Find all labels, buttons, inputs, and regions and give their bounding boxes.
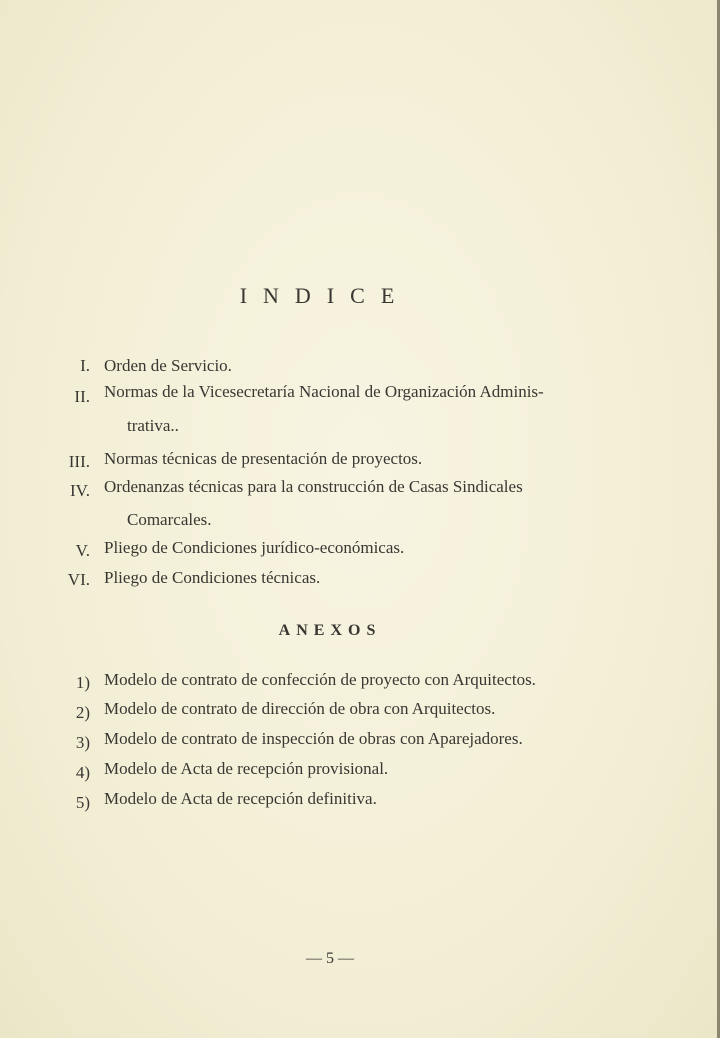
index-item-2-continuation: trativa.. — [127, 416, 179, 435]
annex-number-2: 2) — [75, 703, 90, 722]
index-item-4-continuation: Comarcales. — [127, 510, 212, 529]
annex-item-3: Modelo de contrato de inspección de obras con Aparejadores. — [104, 729, 523, 748]
index-number-1: I. — [80, 356, 90, 375]
annex-number-1: 1) — [75, 673, 90, 692]
annex-item-5: Modelo de Acta de recepción definitiva. — [104, 789, 377, 808]
index-number-4: IV. — [70, 481, 90, 500]
index-item-4: Ordenanzas técnicas para la construcción de Casas Sindicales — [104, 477, 523, 496]
index-number-2: II. — [74, 387, 90, 406]
index-item-5: Pliego de Condiciones jurídico-económicas. — [104, 538, 405, 557]
index-item-6: Pliego de Condiciones técnicas. — [104, 568, 321, 587]
annex-item-2: Modelo de contrato de dirección de obra con Arquitectos. — [104, 699, 496, 718]
index-number-3: III. — [68, 452, 90, 471]
index-number-5: V. — [75, 541, 90, 560]
index-item-2: Normas de la Vicesecretaría Nacional de Organización Adminis- — [104, 382, 544, 401]
page-number: — 5 — — [306, 950, 354, 967]
annex-number-4: 4) — [75, 763, 90, 782]
index-heading: INDICE — [239, 283, 411, 308]
annex-number-3: 3) — [75, 733, 90, 752]
annex-number-5: 5) — [75, 793, 90, 812]
index-item-3: Normas técnicas de presentación de proyectos. — [104, 449, 423, 468]
annex-heading: ANEXOS — [278, 622, 382, 639]
annex-item-4: Modelo de Acta de recepción provisional. — [104, 759, 389, 778]
annex-item-1: Modelo de contrato de confección de proyecto con Arquitectos. — [104, 670, 536, 689]
index-number-6: VI. — [67, 570, 90, 589]
index-item-1: Orden de Servicio. — [104, 356, 232, 375]
